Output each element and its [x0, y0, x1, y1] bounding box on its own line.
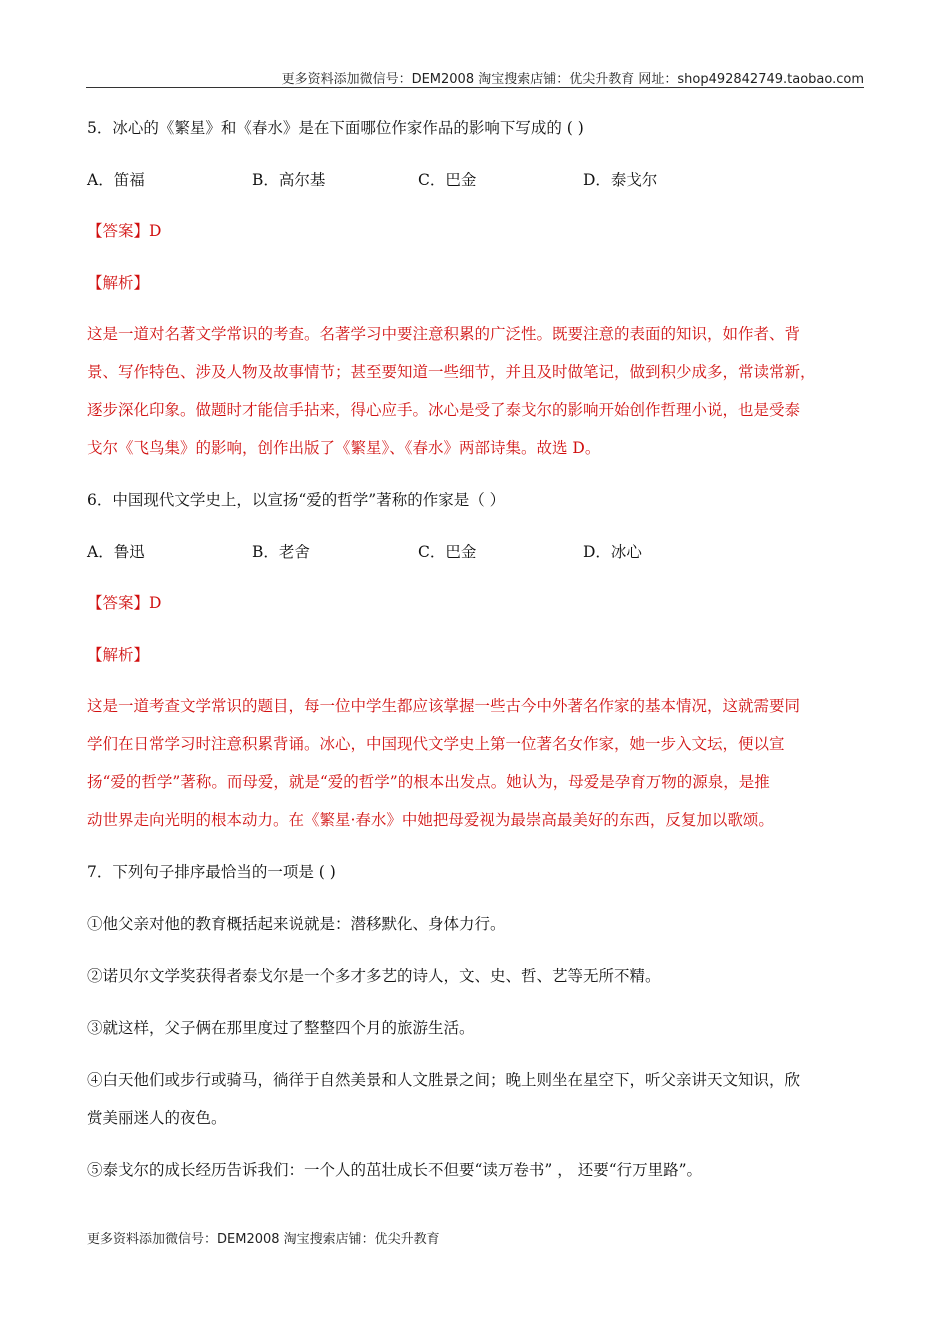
q7-item-5: ⑤泰戈尔的成长经历告诉我们：一个人的茁壮成长不但要“读万卷书” ， 还要“行万里路”。 [87, 1161, 703, 1179]
q6-analysis-line: 动世界走向光明的根本动力。在《繁星·春水》中她把母爱视为最崇高最美好的东西，反复加以歌颂。 [87, 811, 774, 829]
page-header: 更多资料添加微信号：DEM2008 淘宝搜索店铺：优尖升教育 网址：shop492842749.taobao.com [281, 72, 864, 87]
q5-option-d: D．泰戈尔 [583, 171, 658, 189]
q5-analysis-line: 这是一道对名著文学常识的考查。名著学习中要注意积累的广泛性。既要注意的表面的知识，如作者、背 [87, 325, 801, 343]
question-5: 5．冰心的《繁星》和《春水》是在下面哪位作家作品的影响下写成的 ( ) [87, 119, 584, 137]
q7-item-4: ④白天他们或步行或骑马，徜徉于自然美景和人文胜景之间；晚上则坐在星空下，听父亲讲天文知识，欣 [87, 1071, 801, 1089]
header-divider [86, 87, 864, 88]
q7-item-2: ②诺贝尔文学奖获得者泰戈尔是一个多才多艺的诗人，文、史、哲、艺等无所不精。 [87, 967, 661, 985]
q6-analysis-line: 扬“爱的哲学”著称。而母爱，就是“爱的哲学”的根本出发点。她认为，母爱是孕育万物的源泉，是推 [87, 773, 770, 791]
q6-option-a: A．鲁迅 [87, 543, 145, 561]
q5-answer: 【答案】D [87, 222, 162, 240]
q6-option-d: D．冰心 [583, 543, 642, 561]
q5-analysis-line: 戈尔《飞鸟集》的影响，创作出版了《繁星》、《春水》两部诗集。故选 D。 [87, 439, 601, 457]
q5-option-b: B．高尔基 [252, 171, 326, 189]
q5-analysis-label: 【解析】 [87, 274, 150, 292]
q5-option-a: A．笛福 [87, 171, 145, 189]
question-7: 7．下列句子排序最恰当的一项是 ( ) [87, 863, 336, 881]
question-6: 6．中国现代文学史上，以宣扬“爱的哲学”著称的作家是（ ） [87, 491, 506, 509]
q6-answer: 【答案】D [87, 594, 162, 612]
q6-option-b: B．老舍 [252, 543, 310, 561]
q7-item-4-cont: 赏美丽迷人的夜色。 [87, 1109, 227, 1127]
q5-analysis-line: 逐步深化印象。做题时才能信手拈来，得心应手。冰心是受了泰戈尔的影响开始创作哲理小说，也是受泰 [87, 401, 801, 419]
q6-analysis-line: 学们在日常学习时注意积累背诵。冰心，中国现代文学史上第一位著名女作家，她一步入文坛，便以宣 [87, 735, 785, 753]
q7-item-3: ③就这样，父子俩在那里度过了整整四个月的旅游生活。 [87, 1019, 475, 1037]
q5-option-c: C．巴金 [418, 171, 477, 189]
q5-analysis-line: 景、写作特色、涉及人物及故事情节；甚至要知道一些细节，并且及时做笔记，做到积少成多，常读常新， [87, 363, 816, 381]
q6-analysis-line: 这是一道考查文学常识的题目，每一位中学生都应该掌握一些古今中外著名作家的基本情况，这就需要同 [87, 697, 801, 715]
q7-item-1: ①他父亲对他的教育概括起来说就是：潜移默化、身体力行。 [87, 915, 506, 933]
q6-option-c: C．巴金 [418, 543, 477, 561]
q6-analysis-label: 【解析】 [87, 646, 150, 664]
page-footer: 更多资料添加微信号：DEM2008 淘宝搜索店铺：优尖升教育 [87, 1232, 440, 1247]
